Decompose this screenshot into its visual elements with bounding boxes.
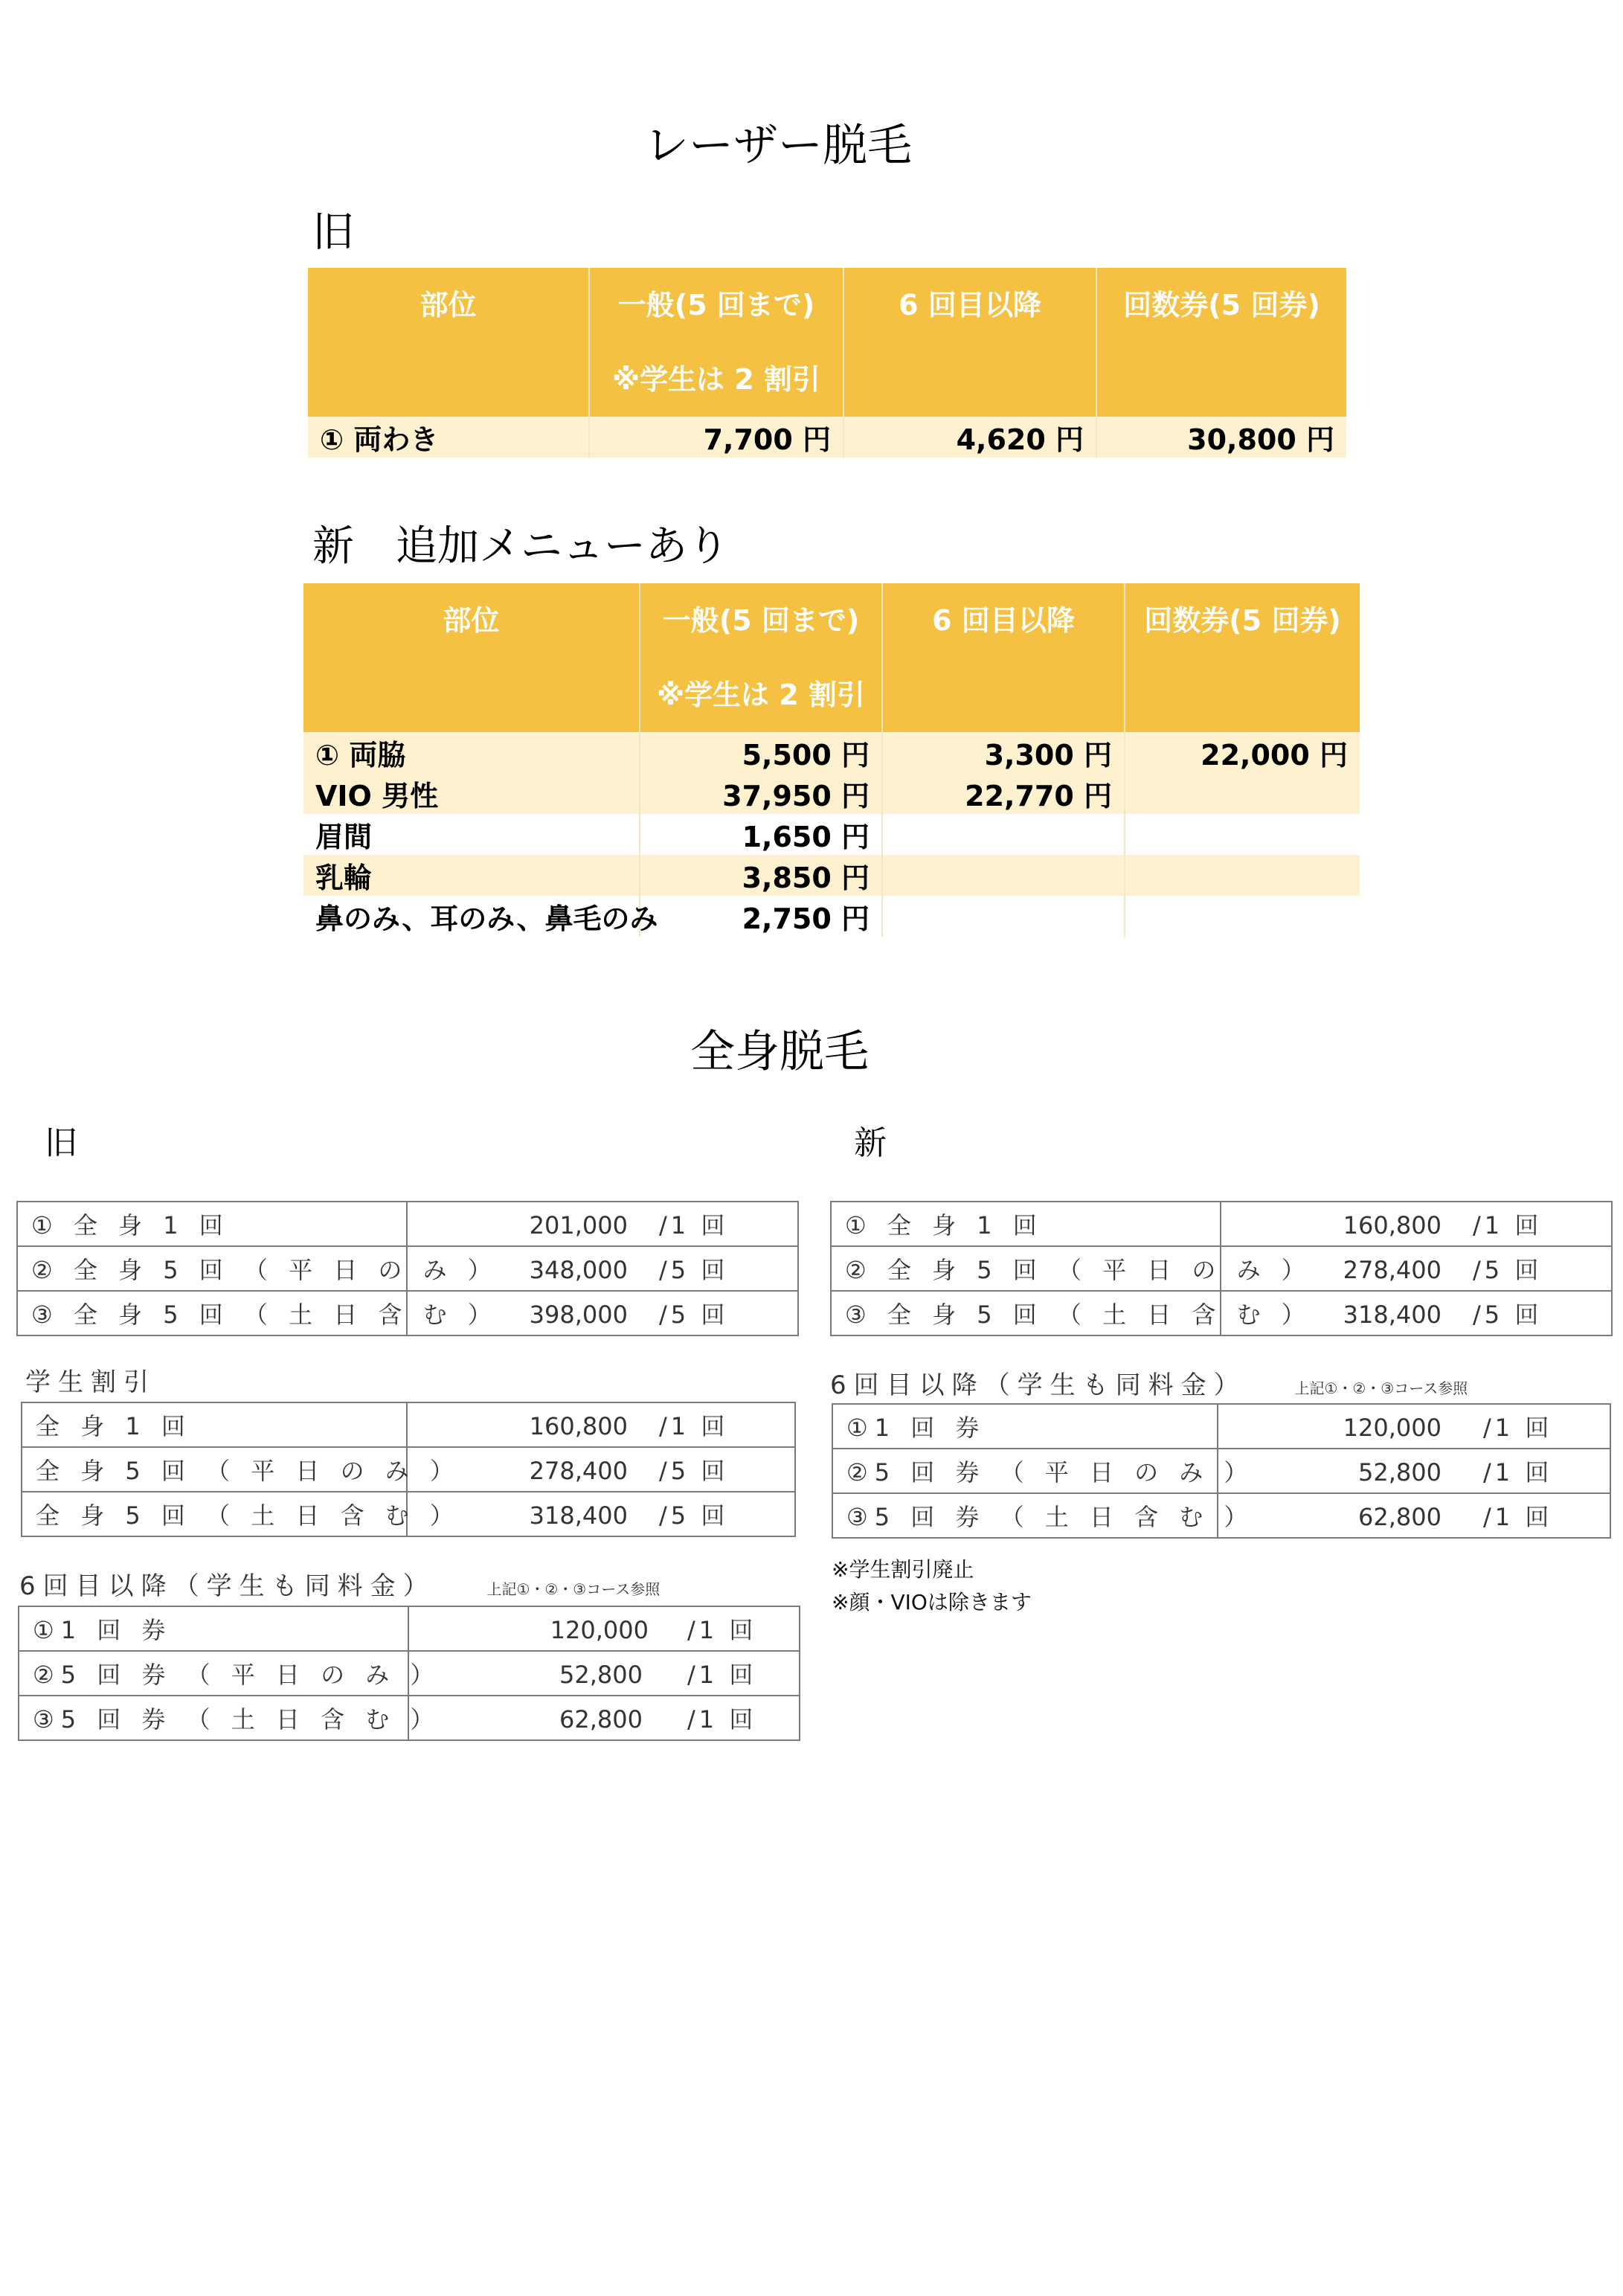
header-part: 部位 (308, 268, 589, 417)
body-new-main-table (830, 1201, 1613, 1336)
course-price: 398,000 (529, 1301, 628, 1329)
table-row (22, 1447, 795, 1492)
course-label: ③5 回 券 （ 土 日 含 む ） (832, 1493, 1218, 1538)
course-price: 348,000 (529, 1256, 628, 1284)
laser-title: レーザー脱毛 (644, 120, 912, 172)
note-face-vio-excluded: ※顔・VIOは除きます (832, 1590, 1032, 1614)
body-old-after6-table (18, 1606, 800, 1741)
student-caption: 学生割引 (25, 1367, 156, 1397)
cell-general: 3,850 円 (640, 855, 882, 896)
header-general: 一般(5 回まで) ※学生は 2 割引 (640, 583, 882, 732)
laser-new-table (303, 583, 1360, 937)
course-price: 201,000 (529, 1211, 628, 1240)
after6-caption: 6回目以降（学生も同料金） (830, 1370, 1247, 1400)
cell-part: ① 両わき (308, 417, 589, 458)
new-after6-caption-row (830, 1365, 1468, 1401)
course-label: ②5 回 券 （ 平 日 の み ） (19, 1651, 408, 1696)
course-unit: /5 回 (659, 1457, 729, 1485)
course-unit: /1 回 (659, 1211, 729, 1240)
cell-part: VIO 男性 (303, 773, 640, 814)
body-new-after6-table (832, 1403, 1611, 1539)
table-row (19, 1651, 800, 1696)
table-row (19, 1606, 800, 1651)
cell-ticket (1125, 855, 1360, 896)
course-price: 52,800 (1358, 1458, 1442, 1487)
cell-part: ① 両脇 (303, 732, 640, 773)
laser-old-label: 旧 (312, 208, 354, 257)
course-unit: /5 回 (659, 1256, 729, 1284)
body-old-main-table (16, 1201, 799, 1336)
course-price: 278,400 (529, 1457, 628, 1485)
table-row (303, 814, 1360, 855)
table-row (832, 1449, 1610, 1493)
course-unit: /1 回 (687, 1705, 757, 1734)
table-row (17, 1246, 798, 1291)
course-price: 120,000 (550, 1616, 649, 1644)
course-unit: /5 回 (659, 1501, 729, 1530)
table-row (17, 1291, 798, 1335)
course-unit: /1 回 (687, 1616, 757, 1644)
table-row (17, 1202, 798, 1246)
cell-after6 (882, 855, 1125, 896)
course-price: 62,800 (1358, 1503, 1442, 1531)
table-row (303, 773, 1360, 814)
course-price: 278,400 (1343, 1256, 1442, 1284)
header-student-note: ※学生は 2 割引 (657, 679, 865, 711)
cell-ticket: 30,800 円 (1096, 417, 1346, 458)
body-title: 全身脱毛 (690, 1026, 869, 1078)
cell-general: 37,950 円 (640, 773, 882, 814)
cell-after6: 3,300 円 (882, 732, 1125, 773)
course-price: 318,400 (529, 1501, 628, 1530)
table-row (19, 1696, 800, 1740)
body-old-label: 旧 (45, 1124, 77, 1162)
course-unit: /1 回 (1473, 1211, 1543, 1240)
course-unit: /5 回 (659, 1301, 729, 1329)
cell-general: 7,700 円 (589, 417, 843, 458)
cell-general: 1,650 円 (640, 814, 882, 855)
course-label: ③ 全 身 5 回 （ 土 日 含 む ） (17, 1291, 407, 1335)
course-label: ① 全 身 1 回 (831, 1202, 1221, 1246)
after6-note: 上記①・②・③コース参照 (486, 1580, 661, 1598)
table-row (22, 1492, 795, 1536)
course-price: 62,800 (559, 1705, 643, 1734)
course-label: 全 身 5 回 （ 土 日 含 む ） (22, 1492, 407, 1536)
header-after6: 6 回目以降 (882, 583, 1125, 732)
header-ticket: 回数券(5 回券) (1096, 268, 1346, 417)
course-price: 160,800 (1343, 1211, 1442, 1240)
header-after6: 6 回目以降 (843, 268, 1096, 417)
cell-after6 (882, 896, 1125, 937)
course-price: 52,800 (559, 1661, 643, 1689)
cell-part: 鼻のみ、耳のみ、鼻毛のみ (303, 896, 640, 937)
table-row (303, 855, 1360, 896)
note-student-discount-abolished: ※学生割引廃止 (832, 1557, 974, 1582)
course-unit: /1 回 (1483, 1414, 1553, 1442)
table-row (831, 1202, 1612, 1246)
table-row (22, 1402, 795, 1447)
after6-caption: 6回目以降（学生も同料金） (19, 1571, 436, 1601)
laser-old-header-row (308, 268, 1346, 417)
course-label: ①1 回 券 (832, 1404, 1218, 1449)
course-label: 全 身 5 回 （ 平 日 の み ） (22, 1447, 407, 1492)
course-label: ③5 回 券 （ 土 日 含 む ） (19, 1696, 408, 1740)
cell-part: 眉間 (303, 814, 640, 855)
header-ticket: 回数券(5 回券) (1125, 583, 1360, 732)
course-label: ②5 回 券 （ 平 日 の み ） (832, 1449, 1218, 1493)
table-row (303, 896, 1360, 937)
cell-after6: 4,620 円 (843, 417, 1096, 458)
cell-after6 (882, 814, 1125, 855)
course-label: ② 全 身 5 回 （ 平 日 の み ） (831, 1246, 1221, 1291)
laser-new-header-row (303, 583, 1360, 732)
cell-ticket (1125, 773, 1360, 814)
course-unit: /5 回 (1473, 1301, 1543, 1329)
course-unit: /5 回 (1473, 1256, 1543, 1284)
cell-ticket: 22,000 円 (1125, 732, 1360, 773)
table-row (831, 1246, 1612, 1291)
laser-old-table (308, 268, 1346, 458)
cell-general: 2,750 円 (640, 896, 882, 937)
course-label: 全 身 1 回 (22, 1402, 407, 1447)
course-price: 120,000 (1343, 1414, 1442, 1442)
course-unit: /1 回 (1483, 1458, 1553, 1487)
table-row (303, 732, 1360, 773)
course-price: 160,800 (529, 1412, 628, 1440)
cell-general: 5,500 円 (640, 732, 882, 773)
cell-part: 乳輪 (303, 855, 640, 896)
header-student-note: ※学生は 2 割引 (612, 363, 820, 396)
table-row (832, 1493, 1610, 1538)
cell-after6: 22,770 円 (882, 773, 1125, 814)
header-part: 部位 (303, 583, 640, 732)
course-unit: /1 回 (1483, 1503, 1553, 1531)
after6-note: 上記①・②・③コース参照 (1294, 1379, 1468, 1397)
course-unit: /1 回 (659, 1412, 729, 1440)
old-after6-caption-row (19, 1565, 660, 1602)
course-label: ② 全 身 5 回 （ 平 日 の み ） (17, 1246, 407, 1291)
header-general: 一般(5 回まで) ※学生は 2 割引 (589, 268, 843, 417)
table-row (831, 1291, 1612, 1335)
course-unit: /1 回 (687, 1661, 757, 1689)
body-new-label: 新 (854, 1124, 887, 1162)
laser-new-label: 新 追加メニューあり (312, 522, 729, 571)
cell-ticket (1125, 814, 1360, 855)
cell-ticket (1125, 896, 1360, 937)
course-price: 318,400 (1343, 1301, 1442, 1329)
table-row (308, 417, 1346, 458)
course-label: ①1 回 券 (19, 1606, 408, 1651)
course-label: ③ 全 身 5 回 （ 土 日 含 む ） (831, 1291, 1221, 1335)
table-row (832, 1404, 1610, 1449)
course-label: ① 全 身 1 回 (17, 1202, 407, 1246)
body-old-student-table (21, 1402, 796, 1537)
